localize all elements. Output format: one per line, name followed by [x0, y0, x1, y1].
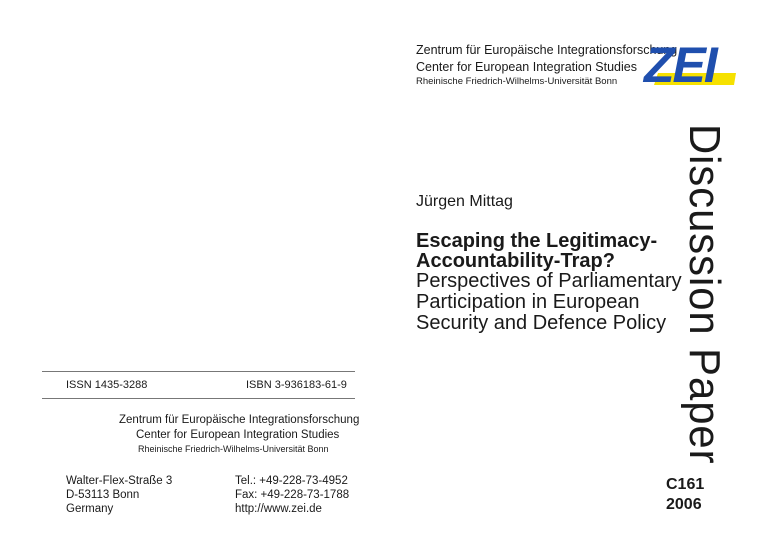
back-university: Rheinische Friedrich-Wilhelms-Universität Bonn: [138, 444, 329, 454]
issn-number: ISSN 1435-3288: [66, 379, 148, 391]
logo-text: ZEI: [644, 37, 716, 93]
header-institute-de: Zentrum für Europäische Integrationsforschung: [416, 43, 678, 57]
paper-year: 2006: [666, 496, 702, 513]
address-country: Germany: [66, 503, 114, 515]
back-institute-de: Zentrum für Europäische Integrationsforschung: [119, 414, 360, 426]
header-institute-en: Center for European Integration Studies: [416, 60, 637, 74]
contact-web-link[interactable]: http://www.zei.de: [235, 503, 322, 515]
title-line-2: Accountability-Trap?: [416, 250, 615, 272]
contact-tel: Tel.: +49-228-73-4952: [235, 475, 348, 487]
zei-logo: [640, 33, 736, 97]
title-line-1: Escaping the Legitimacy-: [416, 230, 658, 252]
author-name: Jürgen Mittag: [416, 193, 513, 210]
address-city: D-53113 Bonn: [66, 489, 140, 501]
subtitle-line-2: Participation in European: [416, 291, 640, 313]
subtitle-line-1: Perspectives of Parliamentary: [416, 270, 682, 292]
isbn-number: ISBN 3-936183-61-9: [246, 379, 347, 391]
subtitle-line-3: Security and Defence Policy: [416, 312, 667, 334]
back-institute-en: Center for European Integration Studies: [136, 429, 340, 441]
address-street: Walter-Flex-Straße 3: [66, 475, 173, 487]
series-vertical-title: Discussion Paper: [680, 124, 729, 465]
paper-number: C161: [666, 476, 705, 493]
contact-fax: Fax: +49-228-73-1788: [235, 489, 350, 501]
header-university: Rheinische Friedrich-Wilhelms-Universität Bonn: [416, 76, 618, 87]
divider-bottom: [42, 398, 355, 399]
divider-top: [42, 371, 355, 372]
